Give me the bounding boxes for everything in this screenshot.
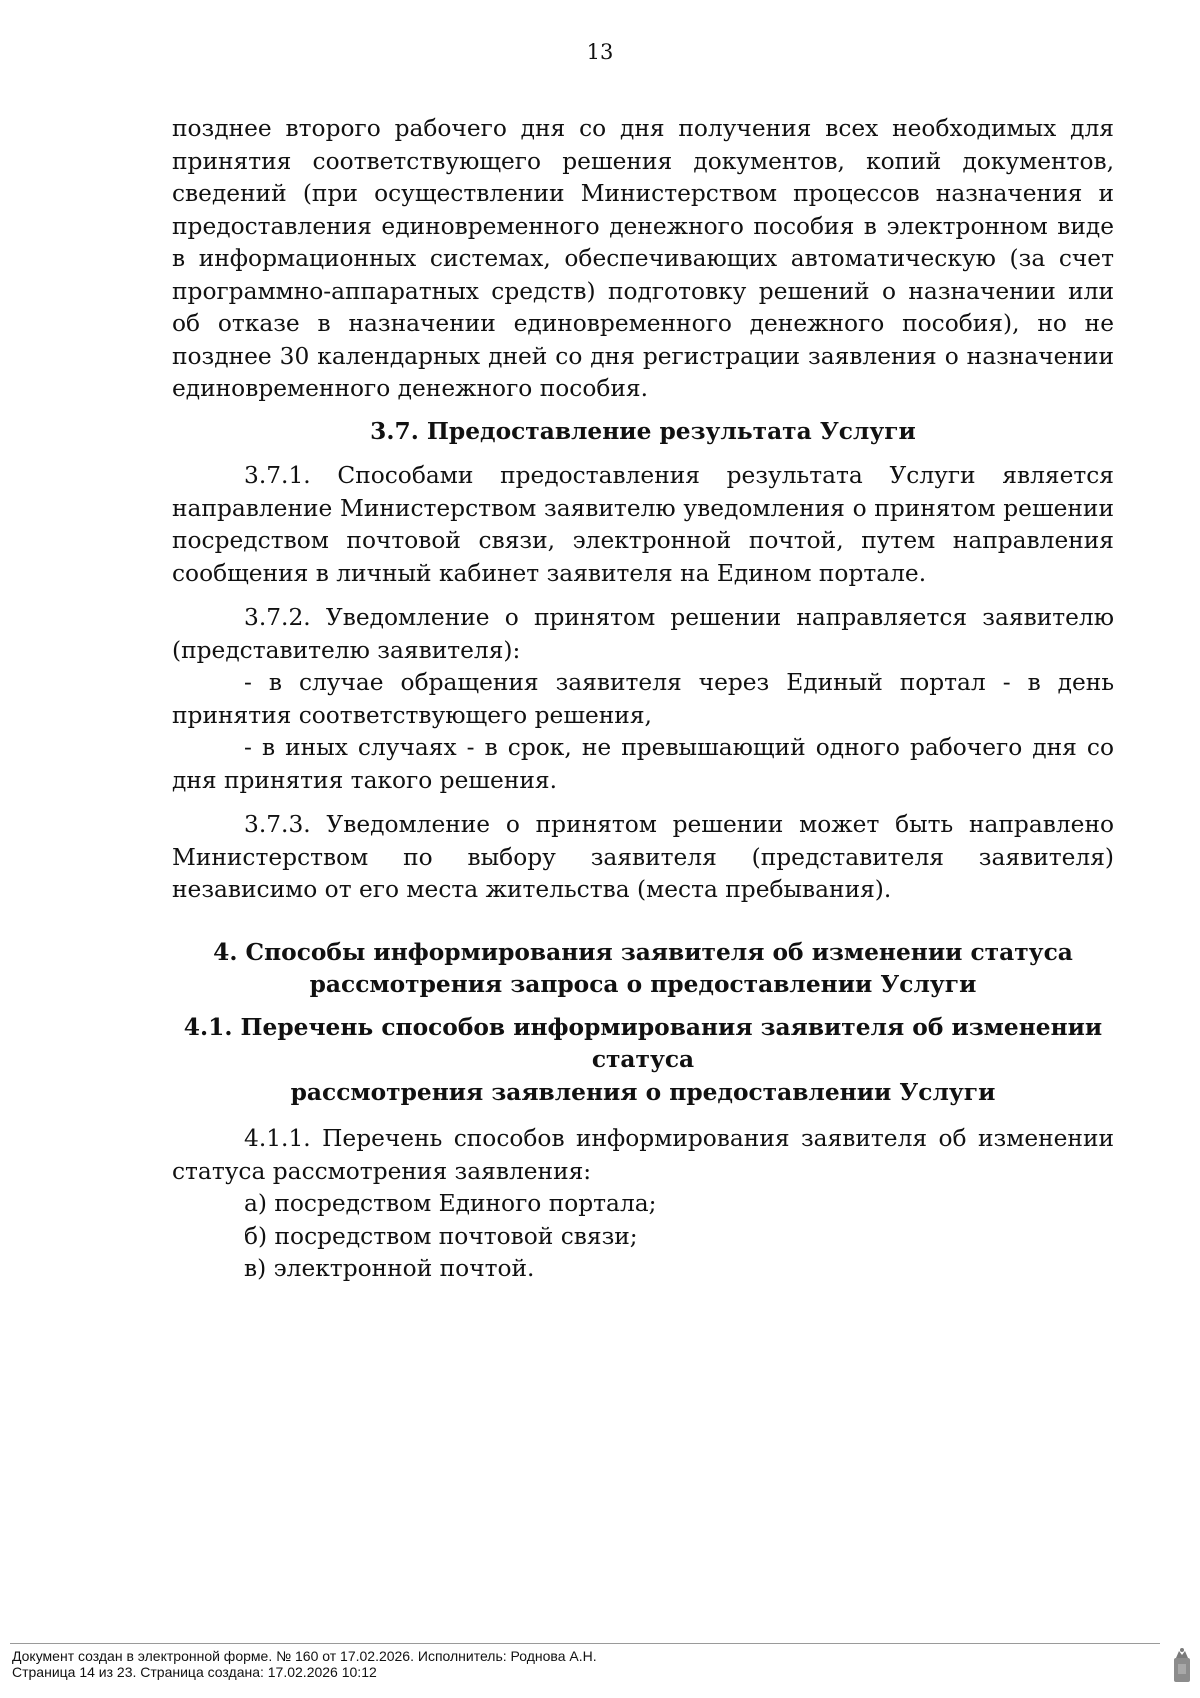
- section-heading-4-line1: 4. Способы информирования заявителя об изменении статуса: [213, 938, 1073, 966]
- paragraph-intro: позднее второго рабочего дня со дня получения всех необходимых для принятия соответствующего решения документов, копий документов, сведений (при осуществлении Министерством процессов назначения и предоставления единовременного денежного пособия в электронном виде в информационных системах, обеспечивающих автоматическую (за счет программно-аппаратных средств) подготовку решений о назначении или об отказе в назначении единовременного денежного пособия), но не позднее 30 календарных дней со дня регистрации заявления о назначении единовременного денежного пособия.: [172, 115, 1114, 402]
- list-item: б) посредством почтовой связи;: [244, 1222, 638, 1250]
- paragraph-3-7-2-item-b: - в иных случаях - в срок, не превышающий одного рабочего дня со дня принятия такого решения.: [172, 734, 1114, 794]
- section-heading-3-7: 3.7. Предоставление результата Услуги: [370, 417, 916, 445]
- section-heading-4-1-line1: 4.1. Перечень способов информирования заявителя об изменении статуса: [183, 1013, 1103, 1073]
- document-body: [172, 113, 1114, 1286]
- footer-document-info: Документ создан в электронной форме. № 160 от 17.02.2026. Исполнитель: Роднова А.Н.: [12, 1648, 597, 1664]
- footer-divider: [10, 1643, 1160, 1644]
- footer-page-info: Страница 14 из 23. Страница создана: 17.02.2026 10:12: [12, 1664, 377, 1680]
- section-heading-4-1-line2: рассмотрения заявления о предоставлении Услуги: [290, 1078, 996, 1106]
- paragraph-3-7-1: 3.7.1. Способами предоставления результата Услуги является направление Министерством заявителю уведомления о принятом решении посредством почтовой связи, электронной почтой, путем направления сообщения в личный кабинет заявителя на Едином портале.: [172, 462, 1114, 587]
- list-item: а) посредством Единого портала;: [244, 1190, 657, 1217]
- footer: [12, 1648, 597, 1680]
- emblem-icon: [1171, 1646, 1193, 1684]
- page-number: 13: [586, 40, 614, 64]
- paragraph-3-7-3: 3.7.3. Уведомление о принятом решении может быть направлено Министерством по выбору заявителя (представителя заявителя) независимо от его места жительства (места пребывания).: [172, 811, 1114, 903]
- list-item: в) электронной почтой.: [244, 1255, 535, 1282]
- paragraph-4-1-1: 4.1.1. Перечень способов информирования заявителя об изменении статуса рассмотрения заявления:: [172, 1125, 1114, 1185]
- paragraph-3-7-2: 3.7.2. Уведомление о принятом решении направляется заявителю (представителю заявителя):: [172, 604, 1114, 664]
- section-heading-4-line2: рассмотрения запроса о предоставлении Услуги: [309, 971, 977, 998]
- paragraph-3-7-2-item-a: - в случае обращения заявителя через Единый портал - в день принятия соответствующего решения,: [172, 669, 1114, 729]
